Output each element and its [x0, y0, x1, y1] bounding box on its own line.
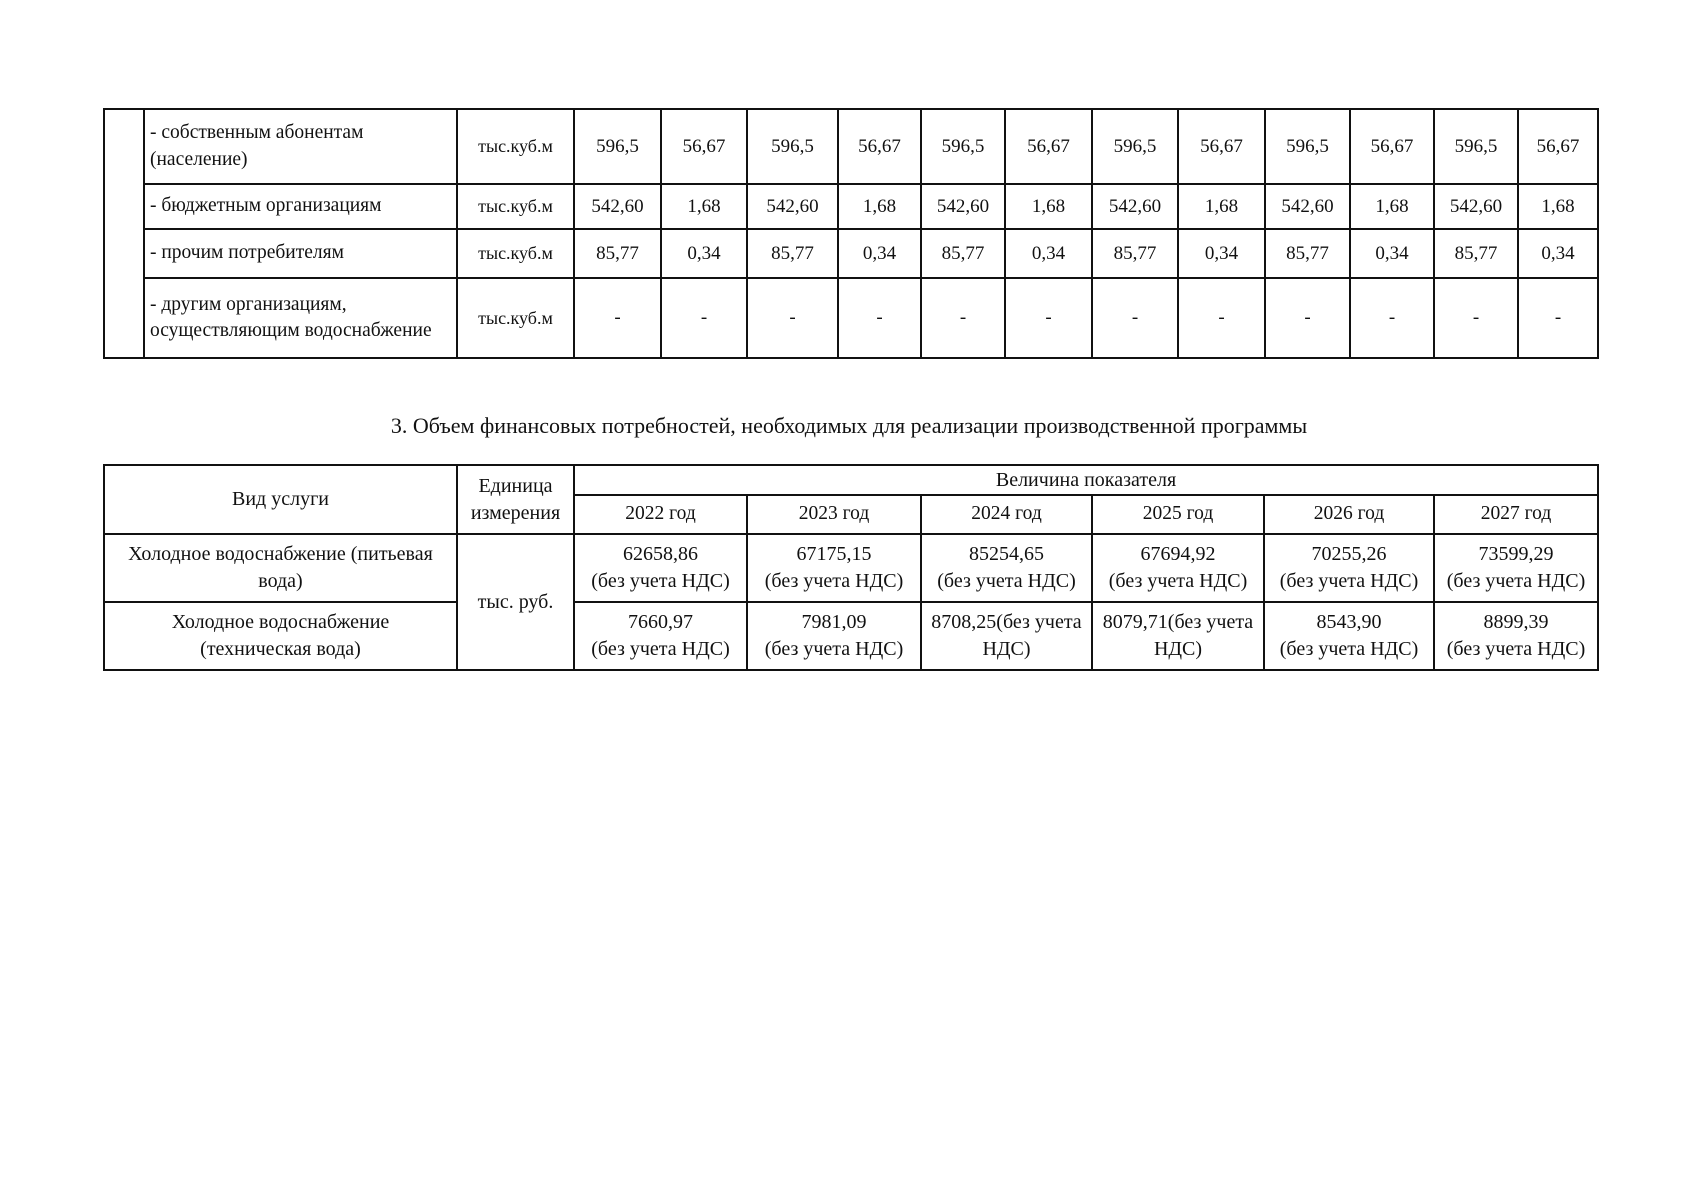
value-cell: 56,67 [1518, 109, 1598, 184]
value-cell: 85,77 [747, 229, 838, 278]
service-cell: Холодное водоснабжение (техническая вода) [104, 602, 457, 670]
value-cell: 542,60 [1434, 184, 1518, 229]
value-cell: - [1434, 278, 1518, 358]
header-year: 2027 год [1434, 495, 1598, 534]
value-cell: - [1518, 278, 1598, 358]
header-year: 2026 год [1264, 495, 1434, 534]
value-cell: 542,60 [1092, 184, 1178, 229]
value-cell: 56,67 [1350, 109, 1434, 184]
value-cell: - [1350, 278, 1434, 358]
value-cell: 85,77 [1265, 229, 1350, 278]
unit-cell: тыс.куб.м [457, 184, 574, 229]
value-cell: - [921, 278, 1005, 358]
table-row [104, 534, 1598, 602]
value-cell: - [1092, 278, 1178, 358]
value-cell: 7981,09 (без учета НДС) [747, 602, 921, 670]
value-cell: 8708,25(без учета НДС) [921, 602, 1092, 670]
value-cell: 542,60 [747, 184, 838, 229]
value-cell: 56,67 [1005, 109, 1092, 184]
value-cell: 56,67 [661, 109, 747, 184]
unit-cell: тыс.куб.м [457, 229, 574, 278]
value-cell: 0,34 [1005, 229, 1092, 278]
value-cell: 85,77 [921, 229, 1005, 278]
finance-table [103, 464, 1599, 671]
table-row [104, 229, 1598, 278]
service-cell: Холодное водоснабжение (питьевая вода) [104, 534, 457, 602]
value-cell: 1,68 [1350, 184, 1434, 229]
unit-cell: тыс.куб.м [457, 278, 574, 358]
value-cell: 7660,97 (без учета НДС) [574, 602, 747, 670]
value-cell: 1,68 [661, 184, 747, 229]
header-year: 2025 год [1092, 495, 1264, 534]
table-row [104, 109, 1598, 184]
value-cell: - [1005, 278, 1092, 358]
value-cell: - [1265, 278, 1350, 358]
header-year: 2022 год [574, 495, 747, 534]
value-cell: 8079,71(без учета НДС) [1092, 602, 1264, 670]
value-cell: 67694,92 (без учета НДС) [1092, 534, 1264, 602]
value-cell: - [838, 278, 921, 358]
header-value-group: Величина показателя [574, 465, 1598, 495]
header-service: Вид услуги [104, 465, 457, 534]
value-cell: 8543,90 (без учета НДС) [1264, 602, 1434, 670]
value-cell: 67175,15 (без учета НДС) [747, 534, 921, 602]
value-cell: 56,67 [1178, 109, 1265, 184]
row-label: - собственным абонентам (население) [144, 109, 457, 184]
value-cell: 596,5 [1092, 109, 1178, 184]
value-cell: 0,34 [1350, 229, 1434, 278]
value-cell: 62658,86 (без учета НДС) [574, 534, 747, 602]
empty-index-cell [104, 109, 144, 358]
value-cell: 542,60 [921, 184, 1005, 229]
header-row [104, 465, 1598, 495]
table-row [104, 278, 1598, 358]
row-label: - прочим потребителям [144, 229, 457, 278]
value-cell: 0,34 [838, 229, 921, 278]
value-cell: 56,67 [838, 109, 921, 184]
table-row [104, 184, 1598, 229]
value-cell: 1,68 [1005, 184, 1092, 229]
value-cell: 70255,26 (без учета НДС) [1264, 534, 1434, 602]
value-cell: 0,34 [661, 229, 747, 278]
value-cell: 0,34 [1178, 229, 1265, 278]
value-cell: 73599,29 (без учета НДС) [1434, 534, 1598, 602]
value-cell: - [747, 278, 838, 358]
value-cell: 542,60 [1265, 184, 1350, 229]
value-cell: 8899,39 (без учета НДС) [1434, 602, 1598, 670]
consumption-table [103, 108, 1599, 359]
value-cell: 85,77 [574, 229, 661, 278]
row-label: - бюджетным организациям [144, 184, 457, 229]
value-cell: 542,60 [574, 184, 661, 229]
value-cell: - [661, 278, 747, 358]
unit-cell: тыс. руб. [457, 534, 574, 670]
value-cell: 596,5 [747, 109, 838, 184]
value-cell: 85254,65 (без учета НДС) [921, 534, 1092, 602]
table-row [104, 602, 1598, 670]
value-cell: 596,5 [1434, 109, 1518, 184]
value-cell: 1,68 [1518, 184, 1598, 229]
value-cell: - [1178, 278, 1265, 358]
value-cell: 596,5 [1265, 109, 1350, 184]
row-label: - другим организациям, осуществляющим водоснабжение [144, 278, 457, 358]
value-cell: 85,77 [1092, 229, 1178, 278]
value-cell: 596,5 [921, 109, 1005, 184]
value-cell: 596,5 [574, 109, 661, 184]
value-cell: 1,68 [1178, 184, 1265, 229]
value-cell: - [574, 278, 661, 358]
unit-cell: тыс.куб.м [457, 109, 574, 184]
section-title: 3. Объем финансовых потребностей, необходимых для реализации производственной программы [390, 413, 1308, 438]
value-cell: 0,34 [1518, 229, 1598, 278]
header-year: 2024 год [921, 495, 1092, 534]
header-year: 2023 год [747, 495, 921, 534]
value-cell: 1,68 [838, 184, 921, 229]
value-cell: 85,77 [1434, 229, 1518, 278]
header-unit: Единица измерения [457, 465, 574, 534]
